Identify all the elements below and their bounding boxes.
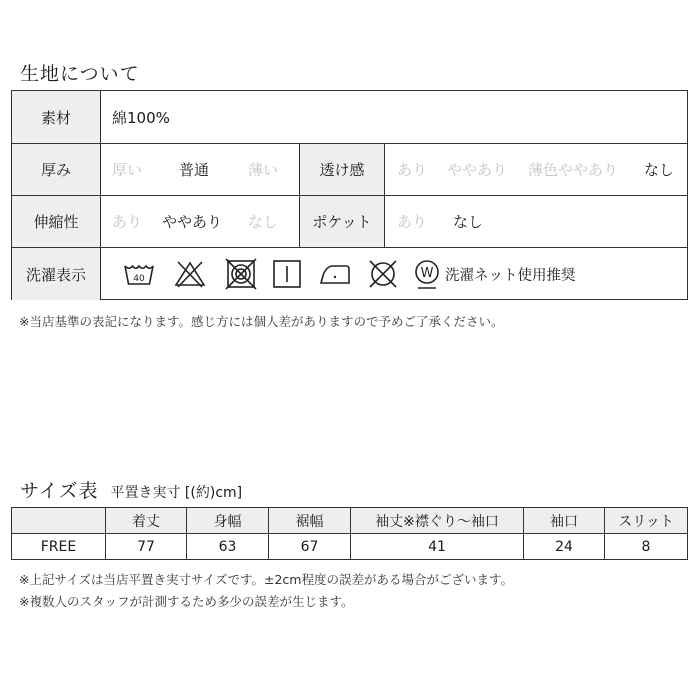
pocket-label: ポケット xyxy=(299,196,385,247)
thickness-label: 厚み xyxy=(12,144,101,195)
wet-clean-text: W xyxy=(420,266,434,281)
transparency-option: あり xyxy=(397,161,428,179)
size-header-cell: 身幅 xyxy=(186,508,268,533)
stretch-option: あり xyxy=(112,213,143,231)
stretch-label: 伸縮性 xyxy=(12,196,101,247)
transparency-label: 透け感 xyxy=(299,144,385,195)
size-cell: 41 xyxy=(350,534,523,560)
pocket-option: あり xyxy=(397,213,428,231)
transparency-option: 薄色ややあり xyxy=(528,161,619,179)
low-iron-icon xyxy=(318,257,352,291)
size-cell: 63 xyxy=(186,534,268,560)
size-subtitle: 平置き実寸 [(約)cm] xyxy=(110,485,243,501)
thickness-option: 厚い xyxy=(112,161,143,179)
transparency-option: ややあり xyxy=(447,161,508,179)
size-header-cell: 着丈 xyxy=(105,508,186,533)
size-row-free xyxy=(12,534,687,560)
line-dry-icon xyxy=(270,257,304,291)
no-dry-clean-icon xyxy=(366,257,400,291)
stretch-row xyxy=(12,195,687,247)
size-header-cell: スリット xyxy=(604,508,687,533)
wash-temp-text: 40 xyxy=(133,274,145,284)
thickness-option: 薄い xyxy=(248,161,279,179)
fabric-table xyxy=(11,90,688,300)
stretch-option: ややあり xyxy=(162,213,223,231)
size-title: サイズ表 xyxy=(20,480,99,502)
pocket-option: なし xyxy=(453,213,484,231)
stretch-option: なし xyxy=(248,213,279,231)
size-cell: 8 xyxy=(604,534,687,560)
size-header-cell: 袖丈※襟ぐり〜袖口 xyxy=(350,508,523,533)
material-row xyxy=(12,91,687,143)
fabric-section-title: 生地について xyxy=(20,63,140,85)
care-label: 洗濯表示 xyxy=(12,248,101,300)
thickness-row xyxy=(12,143,687,195)
no-tumble-dry-icon xyxy=(224,257,258,291)
size-header-cell: 袖口 xyxy=(523,508,604,533)
size-cell: 24 xyxy=(523,534,604,560)
thickness-option: 普通 xyxy=(179,161,210,179)
size-note: ※上記サイズは当店平置き実寸サイズです。±2cm程度の誤差がある場合がございます。 xyxy=(19,572,513,587)
size-header-cell: 裾幅 xyxy=(268,508,350,533)
size-cell: 77 xyxy=(105,534,186,560)
material-label: 素材 xyxy=(12,91,101,143)
size-cell: FREE xyxy=(40,539,77,555)
care-row xyxy=(12,247,687,300)
wet-clean-icon xyxy=(410,257,444,291)
size-header-row xyxy=(12,508,687,534)
size-section-title xyxy=(20,476,242,503)
transparency-option: なし xyxy=(644,161,675,179)
size-note: ※複数人のスタッフが計測するため多少の誤差が生じます。 xyxy=(19,594,354,609)
size-cell: 67 xyxy=(268,534,350,560)
fabric-footnote: ※当店基準の表記になります。感じ方には個人差がありますので予めご了承ください。 xyxy=(19,314,504,329)
care-note: 洗濯ネット使用推奨 xyxy=(445,267,576,284)
wash-40-icon xyxy=(122,257,156,291)
no-bleach-icon xyxy=(173,257,207,291)
material-value: 綿100% xyxy=(112,108,170,127)
size-header-cell xyxy=(12,508,105,533)
size-table xyxy=(11,507,688,560)
